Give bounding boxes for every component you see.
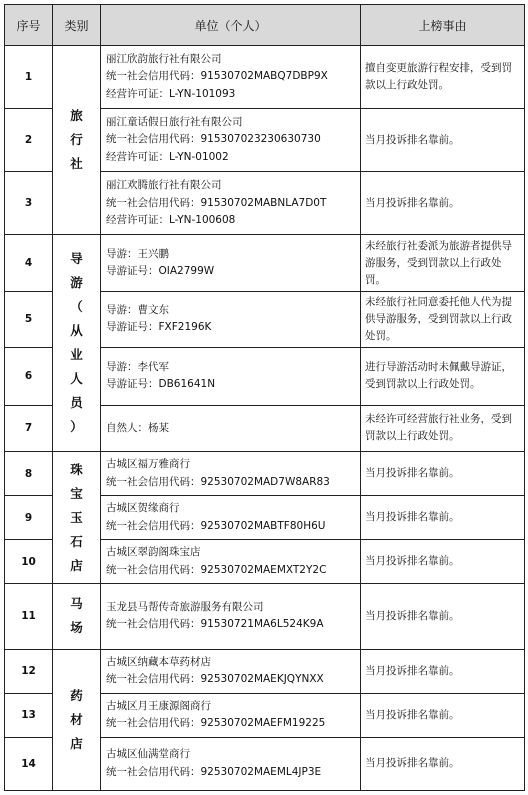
unit-cell (101, 540, 361, 584)
row-number: 14 (5, 737, 53, 790)
unit-name: 玉龙县马帮传奇旅游服务有限公司 (106, 600, 264, 613)
row-number: 11 (5, 584, 53, 649)
row-number: 1 (5, 46, 53, 109)
header-category: 类别 (53, 5, 101, 46)
reason-cell: 当月投诉排名靠前。 (361, 109, 525, 172)
unit-cell (101, 405, 361, 451)
unit-cell (101, 496, 361, 540)
unit-detail: 统一社会信用代码：91530702MABNLA7D0T (106, 196, 327, 209)
row-number: 5 (5, 291, 53, 347)
reason-cell: 当月投诉排名靠前。 (361, 693, 525, 737)
unit-cell (101, 109, 361, 172)
unit-name: 丽江欣韵旅行社有限公司 (106, 52, 222, 65)
reason-cell: 当月投诉排名靠前。 (361, 452, 525, 496)
unit-detail: 统一社会信用代码：92530702MAEKJQYNXX (106, 673, 324, 686)
row-number: 3 (5, 172, 53, 235)
reason-cell: 当月投诉排名靠前。 (361, 172, 525, 235)
reason-cell: 未经旅行社委派为旅游者提供导游服务，受到罚款以上行政处罚。 (361, 235, 525, 291)
row-number: 8 (5, 452, 53, 496)
unit-detail: 统一社会信用代码：92530702MAEFM19225 (106, 717, 326, 730)
table-body (5, 46, 525, 791)
table-row (5, 452, 525, 496)
row-number: 10 (5, 540, 53, 584)
unit-detail: 导游证号：OIA2799W (106, 265, 215, 278)
unit-cell (101, 347, 361, 405)
unit-detail: 统一社会信用代码：915307023230630730 (106, 133, 321, 146)
category-cell: 马 场 (53, 584, 101, 649)
row-number: 6 (5, 347, 53, 405)
reason-cell: 当月投诉排名靠前。 (361, 540, 525, 584)
unit-name: 古城区仙满堂商行 (106, 748, 190, 761)
unit-cell (101, 172, 361, 235)
reason-cell: 未经许可经营旅行社业务，受到罚款以上行政处罚。 (361, 405, 525, 451)
unit-name: 丽江童话假日旅行社有限公司 (106, 115, 243, 128)
reason-cell: 当月投诉排名靠前。 (361, 496, 525, 540)
unit-cell (101, 737, 361, 790)
reason-cell: 当月投诉排名靠前。 (361, 584, 525, 649)
row-number: 7 (5, 405, 53, 451)
reason-cell: 未经旅行社同意委托他人代为提供导游服务，受到罚款以上行政处罚。 (361, 291, 525, 347)
blacklist-table (4, 4, 525, 791)
unit-detail: 统一社会信用代码：92530702MAD7W8AR83 (106, 475, 330, 488)
unit-detail: 统一社会信用代码：92530702MABTF80H6U (106, 519, 326, 532)
unit-detail: 经营许可证：L-YN-101093 (106, 87, 236, 100)
header-number: 序号 (5, 5, 53, 46)
reason-cell: 当月投诉排名靠前。 (361, 737, 525, 790)
category-cell: 药 材 店 (53, 649, 101, 791)
unit-name: 自然人：杨某 (106, 421, 169, 434)
unit-name: 古城区翠韵阁珠宝店 (106, 546, 201, 559)
unit-detail: 经营许可证：L-YN-100608 (106, 214, 236, 227)
table-row (5, 46, 525, 109)
table-row (5, 649, 525, 693)
row-number: 13 (5, 693, 53, 737)
unit-name: 导游：曹文东 (106, 303, 169, 316)
unit-detail: 导游证号：FXF2196K (106, 321, 212, 334)
unit-detail: 统一社会信用代码：92530702MAEML4JP3E (106, 765, 322, 778)
unit-cell (101, 291, 361, 347)
unit-detail: 统一社会信用代码：91530721MA6L524K9A (106, 618, 324, 631)
unit-name: 古城区贺缘商行 (106, 502, 180, 515)
category-cell: 导 游 （ 从 业 人 员 ） (53, 235, 101, 452)
row-number: 2 (5, 109, 53, 172)
category-cell: 珠 宝 玉 石 店 (53, 452, 101, 584)
unit-detail: 统一社会信用代码：92530702MAEMXT2Y2C (106, 563, 327, 576)
unit-name: 古城区福万雅商行 (106, 458, 190, 471)
reason-cell: 进行导游活动时未佩戴导游证，受到罚款以上行政处罚。 (361, 347, 525, 405)
unit-detail: 导游证号：DB61641N (106, 378, 216, 391)
reason-cell: 当月投诉排名靠前。 (361, 649, 525, 693)
unit-detail: 经营许可证：L-YN-01002 (106, 150, 229, 163)
row-number: 12 (5, 649, 53, 693)
reason-cell: 擅自变更旅游行程安排，受到罚款以上行政处罚。 (361, 46, 525, 109)
unit-name: 丽江欢腾旅行社有限公司 (106, 179, 222, 192)
table-row (5, 235, 525, 291)
unit-cell (101, 235, 361, 291)
category-cell: 旅 行 社 (53, 46, 101, 235)
header-reason: 上榜事由 (361, 5, 525, 46)
unit-name: 古城区月王康源阁商行 (106, 699, 211, 712)
unit-name: 导游：李代军 (106, 360, 169, 373)
unit-name: 古城区纳藏本草药材店 (106, 655, 211, 668)
row-number: 9 (5, 496, 53, 540)
unit-cell (101, 649, 361, 693)
row-number: 4 (5, 235, 53, 291)
unit-cell (101, 452, 361, 496)
header-unit: 单位（个人） (101, 5, 361, 46)
header-row (5, 5, 525, 46)
unit-cell (101, 584, 361, 649)
table-row (5, 584, 525, 649)
unit-cell (101, 693, 361, 737)
unit-cell (101, 46, 361, 109)
unit-name: 导游：王兴鹏 (106, 247, 169, 260)
unit-detail: 统一社会信用代码：91530702MABQ7DBP9X (106, 70, 328, 83)
